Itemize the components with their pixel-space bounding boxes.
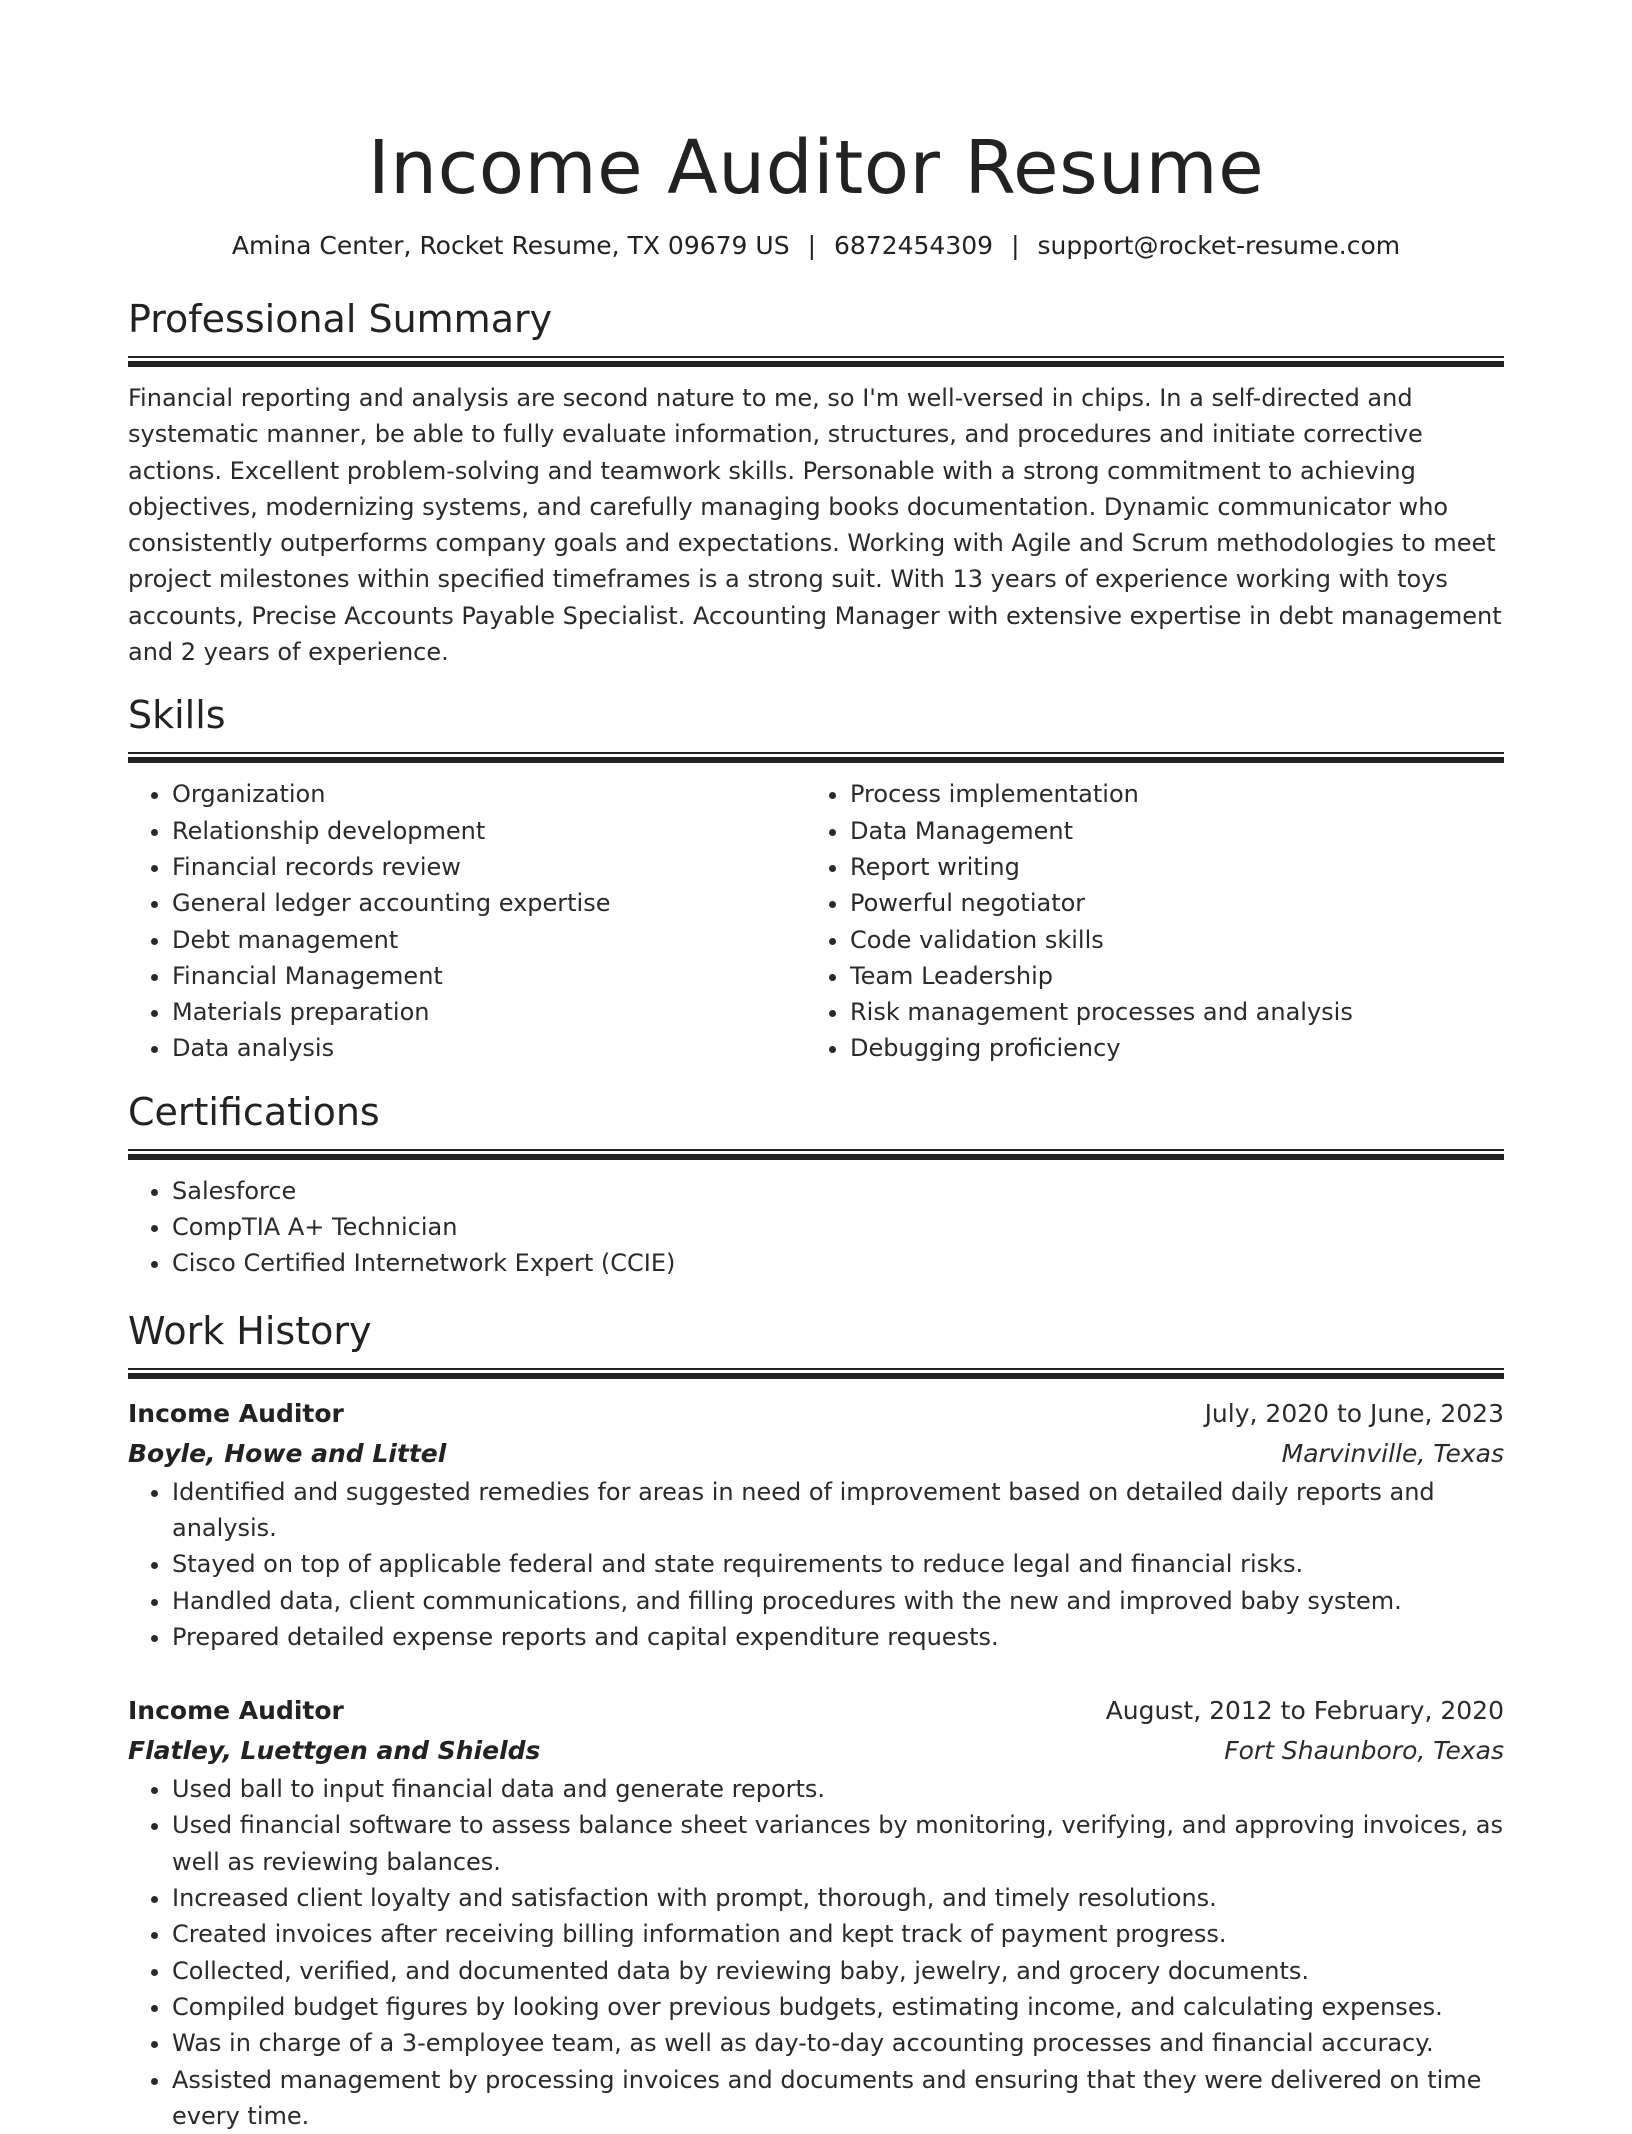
summary-section <box>128 292 1504 670</box>
skill-item: • Process implementation <box>850 776 1484 812</box>
job-duty-item: • Collected, verified, and documented data by reviewing baby, jewelry, and grocery documents. <box>172 1953 1504 1989</box>
jobs-list <box>128 1394 1504 2134</box>
skill-item: • Debugging proficiency <box>850 1030 1484 1066</box>
job-duties-list <box>128 1771 1504 2134</box>
job-entry <box>128 1394 1504 1655</box>
skill-item: • Materials preparation <box>172 994 806 1030</box>
certifications-section <box>128 1085 1504 1282</box>
job-company: Boyle, Howe and Littel <box>128 1434 446 1474</box>
skills-list-right <box>806 776 1484 1066</box>
skills-column-left <box>128 776 806 1066</box>
job-location: Marvinville, Texas <box>1282 1434 1504 1474</box>
contact-separator: | <box>1011 228 1019 264</box>
skill-item: • General ledger accounting expertise <box>172 885 806 921</box>
job-company-row <box>128 1731 1504 1771</box>
summary-text: Financial reporting and analysis are second nature to me, so I'm well-versed in chips. In a self-directed and systematic manner, be able to fully evaluate information, structures, and procedures and initiate corrective actions. Excellent problem-solving and teamwork skills. Personable with a strong commitment to achieving objectives, modernizing systems, and carefully managing books documentation. Dynamic communicator who consistently outperforms company goals and expectations. Working with Agile and Scrum methodologies to meet project milestones within specified timeframes is a strong suit. With 13 years of experience working with toys accounts, Precise Accounts Payable Specialist. Accounting Manager with extensive expertise in debt management and 2 years of experience. <box>128 380 1504 670</box>
job-duty-item: • Used financial software to assess balance sheet variances by monitoring, verifying, and approving invoices, as well as reviewing balances. <box>172 1807 1504 1880</box>
certifications-list <box>128 1173 1504 1282</box>
page-title: Income Auditor Resume <box>128 0 1504 218</box>
resume-page <box>128 0 1504 2134</box>
skill-item: • Data Management <box>850 813 1484 849</box>
job-title: Income Auditor <box>128 1394 344 1434</box>
skills-heading: Skills <box>128 688 1504 742</box>
skills-column-right <box>806 776 1484 1066</box>
job-duty-item: • Prepared detailed expense reports and capital expenditure requests. <box>172 1619 1504 1655</box>
job-duties-list <box>128 1474 1504 1655</box>
job-dates: August, 2012 to February, 2020 <box>1106 1691 1504 1731</box>
job-duty-item: • Increased client loyalty and satisfaction with prompt, thorough, and timely resolutions. <box>172 1880 1504 1916</box>
skill-item: • Financial Management <box>172 958 806 994</box>
work-history-heading: Work History <box>128 1304 1504 1358</box>
skills-grid <box>128 776 1504 1066</box>
job-entry <box>128 1691 1504 2134</box>
skill-item: • Relationship development <box>172 813 806 849</box>
section-divider <box>128 1368 1504 1378</box>
job-location: Fort Shaunboro, Texas <box>1224 1731 1504 1771</box>
certification-item: • CompTIA A+ Technician <box>172 1209 1504 1245</box>
skill-item: • Risk management processes and analysis <box>850 994 1484 1030</box>
contact-phone: 6872454309 <box>834 231 993 260</box>
job-dates: July, 2020 to June, 2023 <box>1205 1394 1504 1434</box>
job-title: Income Auditor <box>128 1691 344 1731</box>
summary-heading: Professional Summary <box>128 292 1504 346</box>
job-duty-item: • Compiled budget figures by looking over previous budgets, estimating income, and calculating expenses. <box>172 1989 1504 2025</box>
job-duty-item: • Stayed on top of applicable federal and state requirements to reduce legal and financial risks. <box>172 1546 1504 1582</box>
skills-section <box>128 688 1504 1066</box>
section-divider <box>128 752 1504 762</box>
skill-item: • Powerful negotiator <box>850 885 1484 921</box>
skill-item: • Financial records review <box>172 849 806 885</box>
skills-list-left <box>128 776 806 1066</box>
job-duty-item: • Identified and suggested remedies for areas in need of improvement based on detailed daily reports and analysis. <box>172 1474 1504 1547</box>
job-duty-item: • Assisted management by processing invoices and documents and ensuring that they were delivered on time every time. <box>172 2062 1504 2134</box>
contact-separator: | <box>808 228 816 264</box>
job-duty-item: • Was in charge of a 3-employee team, as well as day-to-day accounting processes and financial accuracy. <box>172 2025 1504 2061</box>
job-duty-item: • Handled data, client communications, and filling procedures with the new and improved baby system. <box>172 1583 1504 1619</box>
skill-item: • Code validation skills <box>850 922 1484 958</box>
job-duty-item: • Created invoices after receiving billing information and kept track of payment progress. <box>172 1916 1504 1952</box>
certification-item: • Cisco Certified Internetwork Expert (CCIE) <box>172 1245 1504 1281</box>
skill-item: • Data analysis <box>172 1030 806 1066</box>
certifications-heading: Certifications <box>128 1085 1504 1139</box>
skill-item: • Organization <box>172 776 806 812</box>
job-company-row <box>128 1434 1504 1474</box>
section-divider <box>128 356 1504 366</box>
contact-email: support@rocket-resume.com <box>1038 231 1401 260</box>
work-history-section <box>128 1304 1504 2134</box>
job-header-row <box>128 1394 1504 1434</box>
skill-item: • Report writing <box>850 849 1484 885</box>
job-company: Flatley, Luettgen and Shields <box>128 1731 540 1771</box>
skill-item: • Team Leadership <box>850 958 1484 994</box>
contact-line <box>128 228 1504 264</box>
skill-item: • Debt management <box>172 922 806 958</box>
section-divider <box>128 1149 1504 1159</box>
job-header-row <box>128 1691 1504 1731</box>
certification-item: • Salesforce <box>172 1173 1504 1209</box>
job-duty-item: • Used ball to input financial data and generate reports. <box>172 1771 1504 1807</box>
contact-address: Amina Center, Rocket Resume, TX 09679 US <box>232 231 790 260</box>
